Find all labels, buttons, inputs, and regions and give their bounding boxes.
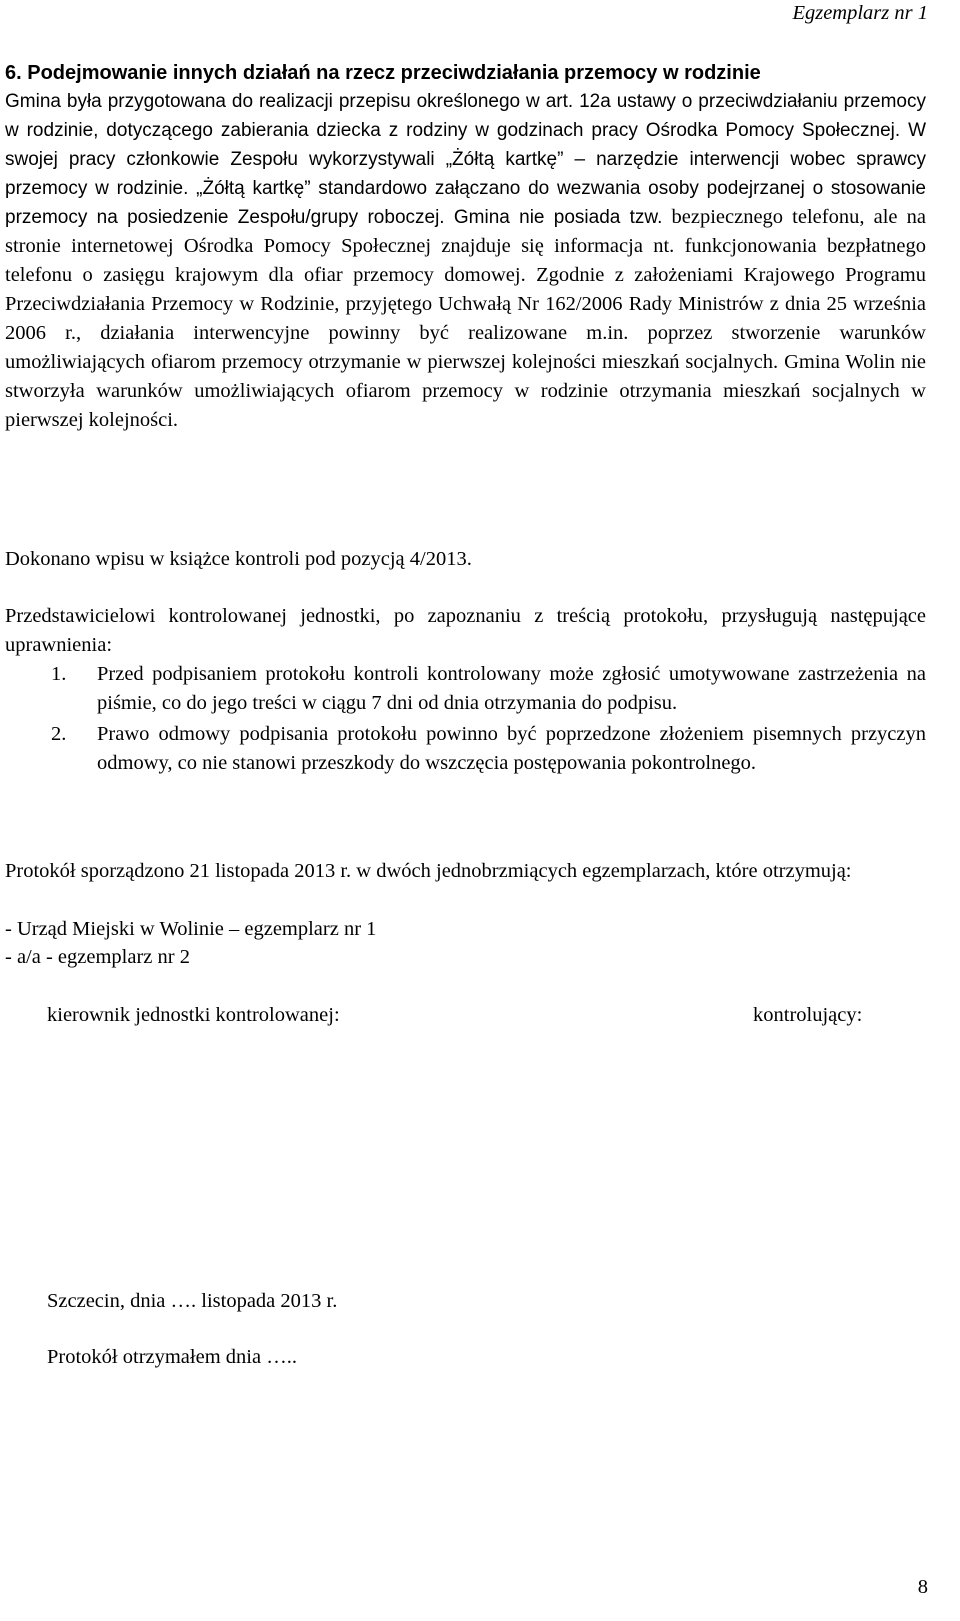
section-6	[5, 60, 926, 435]
registry-entry: Dokonano wpisu w książce kontroli pod pozycją 4/2013.	[5, 548, 472, 570]
place-and-date: Szczecin, dnia …. listopada 2013 r.	[47, 1290, 338, 1312]
section-heading: 6. Podejmowanie innych działań na rzecz przeciwdziałania przemocy w rodzinie	[5, 62, 761, 84]
section-body-serif-part: bezpiecznego telefonu, ale na stronie internetowej Ośrodka Pomocy Społecznej znajduje się informacja nt. funkcjonowania bezpłatnego telefonu o zasięgu krajowym dla ofiar przemocy domowej. Zgodnie z założeniami Krajowego Programu Przeciwdziałania Przemocy w Rodzinie, przyjętego Uchwałą Nr 162/2006 Rady Ministrów z dnia 25 września 2006 r., działania interwencyjne powinny być realizowane m.in. poprzez stworzenie warunków umożliwiających ofiarom przemocy otrzymanie w pierwszej kolejności mieszkań socjalnych. Gmina Wolin nie stworzyła warunków umożliwiających ofiarom przemocy w rodzinie otrzymania mieszkań socjalnych w pierwszej kolejności.	[5, 206, 926, 431]
rights-item-text: Przed podpisaniem protokołu kontroli kontrolowany może zgłosić umotywowane zastrzeżenia na piśmie, co do jego treści w ciągu 7 dni od dnia otrzymania do podpisu.	[97, 663, 926, 714]
section-body-sans-part: Gmina była przygotowana do realizacji przepisu określonego w art. 12a ustawy o przeciwdziałaniu przemocy w rodzinie, dotyczącego zabierania dziecka z rodziny w godzinach pracy Ośrodka Pomocy Społecznej. W swojej pracy członkowie Zespołu wykorzystywali „Żółtą kartkę” – narzędzie interwencji wobec sprawcy przemocy w rodzinie. „Żółtą kartkę” standardowo załączano do wezwania osoby podejrzanej o stosowanie przemocy na posiedzenie Zespołu/grupy roboczej. Gmina nie posiada tzw.	[5, 91, 926, 228]
rights-list	[5, 660, 926, 780]
rights-item-number: 2.	[51, 723, 67, 745]
received-date: Protokół otrzymałem dnia …..	[47, 1346, 297, 1368]
copy-label: Egzemplarz nr 1	[792, 2, 928, 24]
rights-item	[5, 720, 926, 778]
rights-item-text: Prawo odmowy podpisania protokołu powinno być poprzedzone złożeniem pisemnych przyczyn odmowy, co nie stanowi przeszkody do wszczęcia postępowania pokontrolnego.	[97, 723, 926, 774]
signature-label-head-of-unit: kierownik jednostki kontrolowanej:	[47, 1004, 340, 1026]
copy-recipient-1: - Urząd Miejski w Wolinie – egzemplarz nr 1	[5, 918, 377, 940]
rights-item-number: 1.	[51, 663, 67, 685]
page-number: 8	[917, 1576, 928, 1598]
rights-intro: Przedstawicielowi kontrolowanej jednostki, po zapoznaniu z treścią protokołu, przysługują następujące uprawnienia:	[5, 605, 926, 656]
signature-label-inspector: kontrolujący:	[753, 1004, 863, 1026]
rights-item	[5, 660, 926, 718]
copy-recipient-2: - a/a - egzemplarz nr 2	[5, 946, 190, 968]
copies-intro: Protokół sporządzono 21 listopada 2013 r. w dwóch jednobrzmiących egzemplarzach, które otrzymują:	[5, 860, 852, 882]
section-body	[5, 87, 926, 435]
